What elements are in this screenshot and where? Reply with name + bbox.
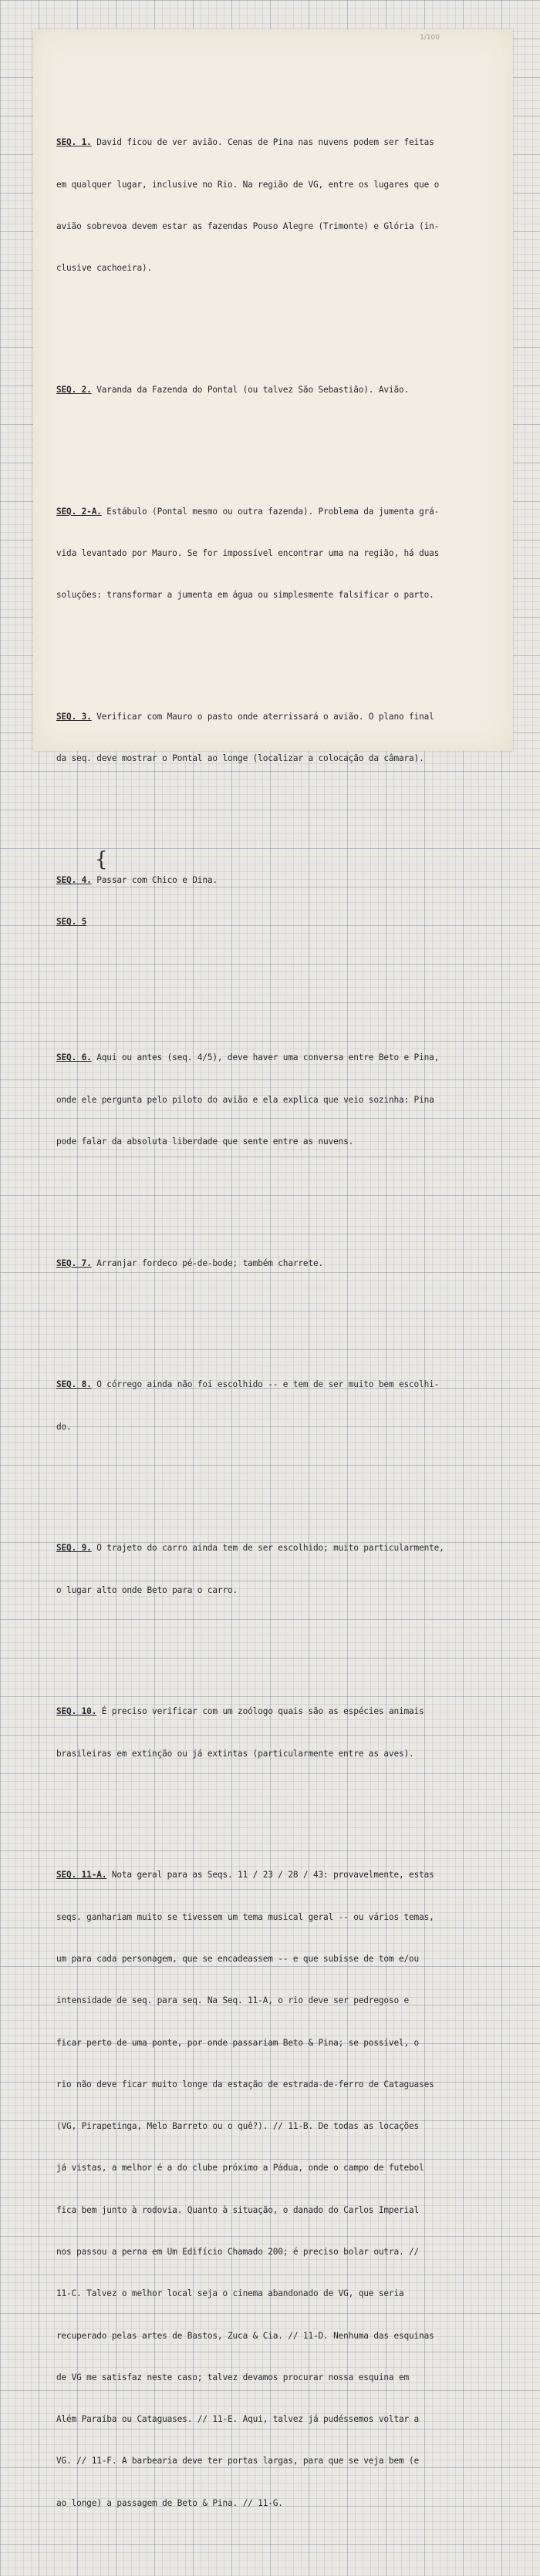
seq-line: clusive cachoeira). — [56, 263, 153, 274]
typed-text-body — [56, 66, 500, 2576]
seq-line: o lugar alto onde Beto para o carro. — [56, 1584, 238, 1595]
seq-line: da seq. deve mostrar o Pontal ao longe (localizar a colocação da câmara). — [56, 753, 424, 764]
seq-line: onde ele pergunta pelo piloto do avião e ela explica que veio sozinha: Pina — [56, 1094, 434, 1105]
seq-label: SEQ. 6. — [56, 1052, 92, 1063]
seq-label: SEQ. 11-A. — [56, 1870, 107, 1881]
seq-line: (VG, Pirapetinga, Melo Barreto ou o quê?). // 11-B. De todas as locações — [56, 2121, 420, 2132]
seq-line: Varanda da Fazenda do Pontal (ou talvez São Sebastião). Avião. — [91, 385, 410, 396]
seq-line: do. — [56, 1421, 72, 1432]
sequence-7 — [56, 1228, 500, 1298]
seq-line: em qualquer lugar, inclusive no Rio. Na região de VG, entre os lugares que o — [56, 179, 440, 190]
seq-line: Além Paraíba ou Cataguases. // 11-E. Aqui, talvez já pudéssemos voltar a — [56, 2414, 420, 2425]
seq-line: O trajeto do carro ainda tem de ser escolhido; muito particularmente, — [91, 1543, 444, 1554]
seq-line: David ficou de ver avião. Cenas de Pina nas nuvens podem ser feitas — [91, 137, 434, 148]
seq-label: SEQ. 3. — [56, 712, 92, 722]
seq-line: É preciso verificar com um zoólogo quais são as espécies animais — [96, 1706, 424, 1717]
seq-line: VG. // 11-F. A barbearia deve ter portas largas, para que se veja bem (e — [56, 2456, 420, 2467]
seq-label: SEQ. 2. — [56, 385, 92, 396]
sequence-11a — [56, 1840, 500, 2538]
seq-label: SEQ. 1. — [56, 137, 92, 148]
seq-line: Estábulo (Pontal mesmo ou outra fazenda). Problema da jumenta grá- — [101, 506, 440, 517]
seq-label: SEQ. 7. — [56, 1258, 92, 1268]
seq-line: Nota geral para as Seqs. 11 / 23 / 28 / 43: provavelmente, estas — [106, 1870, 434, 1881]
seq-line: Verificar com Mauro o pasto onde aterrissará o avião. O plano final — [91, 712, 434, 722]
seq-line: pode falar da absoluta liberdade que sente entre as nuvens. — [56, 1136, 354, 1147]
seq-line: já vistas, a melhor é a do clube próximo a Pádua, onde o campo de futebol — [56, 2163, 424, 2174]
sequence-8 — [56, 1350, 500, 1462]
seq-line: seqs. ganhariam muito se tivessem um tema musical geral -- ou vários temas, — [56, 1911, 434, 1922]
seq-line: rio não deve ficar muito longe da estação de estrada-de-ferro de Cataguases — [56, 2079, 434, 2089]
seq-line: Passar com Chico e Dina. — [91, 875, 218, 886]
typewritten-page — [33, 29, 513, 2508]
sequence-2 — [56, 355, 500, 425]
seq-label-secondary: SEQ. 5 — [56, 917, 87, 928]
seq-line: vida levantado por Mauro. Se for impossível encontrar uma na região, há duas — [56, 548, 440, 559]
sequence-9 — [56, 1514, 500, 1625]
seq-line: de VG me satisfaz neste caso; talvez devamos procurar nossa esquina em — [56, 2372, 410, 2382]
seq-line: Aqui ou antes (seq. 4/5), deve haver uma conversa entre Beto e Pina, — [91, 1052, 440, 1063]
seq-line: O córrego ainda não foi escolhido -- e tem de ser muito bem escolhi- — [91, 1379, 440, 1390]
sequence-3 — [56, 682, 500, 794]
seq-line: avião sobrevoa devem estar as fazendas Pouso Alegre (Trimonte) e Glória (in- — [56, 221, 440, 232]
curly-brace: { — [95, 847, 108, 871]
seq-label: SEQ. 9. — [56, 1543, 92, 1554]
seq-line: 11-C. Talvez o melhor local seja o cinema abandonado de VG, que seria — [56, 2288, 404, 2299]
sequence-4-5 — [56, 846, 500, 971]
seq-line: soluções: transformar a jumenta em água ou simplesmente falsificar o parto. — [56, 590, 434, 601]
sequence-2a — [56, 477, 500, 631]
seq-line: brasileiras em extinção ou já extintas (particularmente entre as aves). — [56, 1748, 414, 1759]
seq-line: Arranjar fordeco pé-de-bode; também charrete. — [91, 1258, 324, 1268]
seq-line: fica bem junto à rodovia. Quanto à situação, o danado do Carlos Imperial — [56, 2204, 420, 2215]
pencil-annotation: 1/100 — [420, 34, 440, 42]
seq-line: ao longe) a passagem de Beto & Pina. // 11-G. — [56, 2497, 283, 2508]
sequence-1 — [56, 108, 500, 303]
seq-line: ficar perto de uma ponte, por onde passariam Beto & Pina; se possível, o — [56, 2037, 420, 2048]
seq-label: SEQ. 8. — [56, 1379, 92, 1390]
seq-label: SEQ. 4. — [56, 875, 92, 886]
sequence-10 — [56, 1677, 500, 1789]
seq-label: SEQ. 10. — [56, 1706, 97, 1717]
seq-line: um para cada personagem, que se encadeassem -- e que subisse de tom e/ou — [56, 1954, 420, 1964]
sequence-6 — [56, 1023, 500, 1177]
seq-label: SEQ. 2-A. — [56, 506, 102, 517]
seq-line: recuperado pelas artes de Bastos, Zuca & Cia. // 11-D. Nenhuma das esquinas — [56, 2330, 434, 2341]
seq-line: intensidade de seq. para seq. Na Seq. 11-A, o rio deve ser pedregoso e — [56, 1995, 410, 2006]
seq-line: nos passou a perna em Um Edifício Chamado 200; é preciso bolar outra. // — [56, 2246, 420, 2257]
